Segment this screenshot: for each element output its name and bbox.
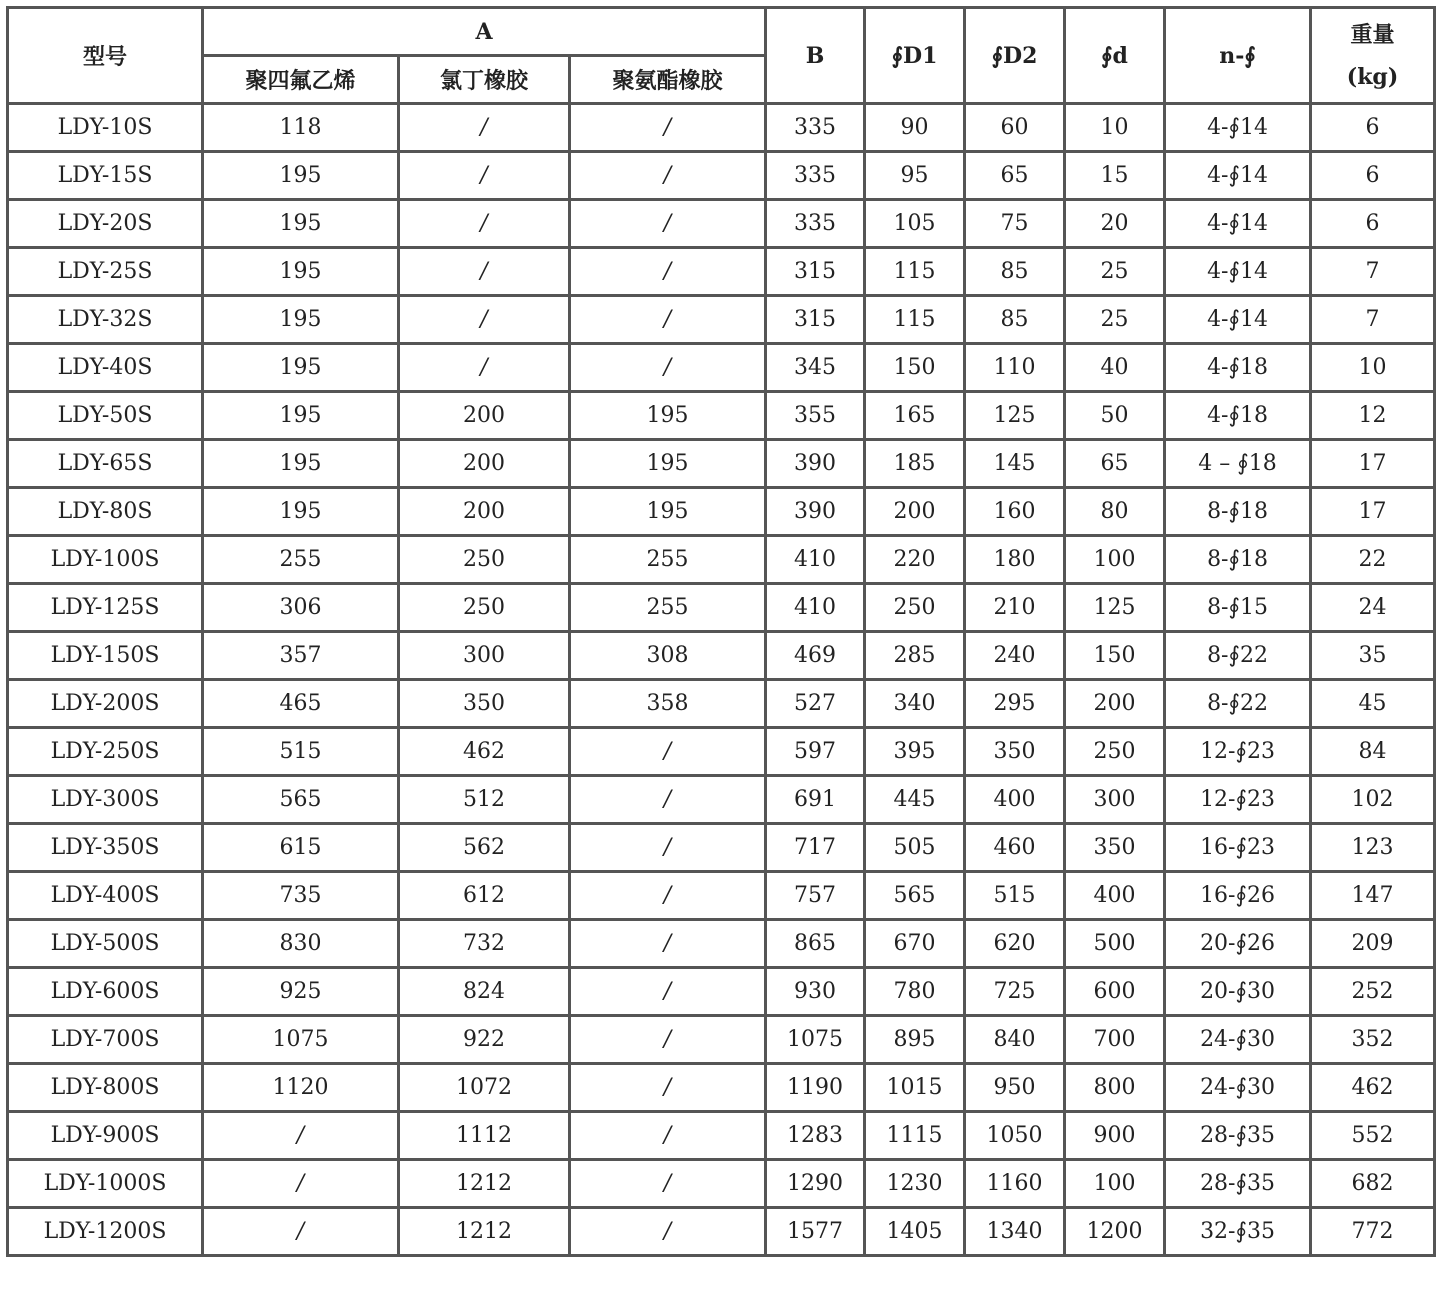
cell-a-ptfe: 255: [203, 536, 399, 584]
header-d2: ∮D2: [965, 8, 1065, 104]
cell-weight: 102: [1311, 776, 1435, 824]
table-row: [8, 920, 1435, 968]
cell-n-phi: 8-∮22: [1165, 632, 1311, 680]
cell-d: 700: [1065, 1016, 1165, 1064]
cell-a-ptfe: 565: [203, 776, 399, 824]
header-a-neoprene: 氯丁橡胶: [399, 56, 570, 104]
cell-d2: 110: [965, 344, 1065, 392]
cell-model: LDY-200S: [8, 680, 203, 728]
cell-d2: 210: [965, 584, 1065, 632]
cell-weight: 682: [1311, 1160, 1435, 1208]
cell-a-neoprene: 300: [399, 632, 570, 680]
cell-d2: 460: [965, 824, 1065, 872]
cell-n-phi: 12-∮23: [1165, 728, 1311, 776]
cell-a-polyurethane: /: [570, 968, 766, 1016]
cell-a-ptfe: 195: [203, 296, 399, 344]
header-weight: [1311, 8, 1435, 104]
cell-model: LDY-350S: [8, 824, 203, 872]
cell-model: LDY-500S: [8, 920, 203, 968]
cell-d: 50: [1065, 392, 1165, 440]
cell-a-polyurethane: /: [570, 1016, 766, 1064]
cell-model: LDY-80S: [8, 488, 203, 536]
header-n-phi: n-∮: [1165, 8, 1311, 104]
cell-d2: 180: [965, 536, 1065, 584]
cell-b: 1190: [766, 1064, 865, 1112]
cell-a-polyurethane: /: [570, 344, 766, 392]
cell-d: 20: [1065, 200, 1165, 248]
cell-model: LDY-15S: [8, 152, 203, 200]
cell-a-neoprene: /: [399, 296, 570, 344]
cell-d2: 515: [965, 872, 1065, 920]
cell-a-polyurethane: 255: [570, 536, 766, 584]
cell-a-ptfe: 118: [203, 104, 399, 152]
cell-a-neoprene: 250: [399, 536, 570, 584]
table-row: [8, 488, 1435, 536]
table-row: [8, 296, 1435, 344]
cell-weight: 84: [1311, 728, 1435, 776]
cell-a-ptfe: 1120: [203, 1064, 399, 1112]
cell-b: 410: [766, 584, 865, 632]
cell-d1: 115: [865, 296, 965, 344]
cell-weight: 7: [1311, 248, 1435, 296]
cell-a-ptfe: /: [203, 1160, 399, 1208]
table-body: [8, 104, 1435, 1256]
cell-d2: 350: [965, 728, 1065, 776]
table-row: [8, 104, 1435, 152]
cell-d2: 295: [965, 680, 1065, 728]
cell-model: LDY-1000S: [8, 1160, 203, 1208]
cell-weight: 6: [1311, 104, 1435, 152]
cell-d: 10: [1065, 104, 1165, 152]
cell-a-neoprene: 1212: [399, 1160, 570, 1208]
cell-d2: 1340: [965, 1208, 1065, 1256]
cell-a-polyurethane: 255: [570, 584, 766, 632]
cell-d: 800: [1065, 1064, 1165, 1112]
cell-n-phi: 24-∮30: [1165, 1016, 1311, 1064]
cell-b: 717: [766, 824, 865, 872]
cell-a-ptfe: 195: [203, 344, 399, 392]
cell-weight: 22: [1311, 536, 1435, 584]
cell-d: 500: [1065, 920, 1165, 968]
cell-n-phi: 8-∮18: [1165, 488, 1311, 536]
cell-d2: 75: [965, 200, 1065, 248]
cell-d2: 400: [965, 776, 1065, 824]
cell-n-phi: 16-∮26: [1165, 872, 1311, 920]
cell-d: 900: [1065, 1112, 1165, 1160]
cell-model: LDY-32S: [8, 296, 203, 344]
cell-a-ptfe: 306: [203, 584, 399, 632]
header-weight-unit: (kg): [1346, 63, 1399, 90]
cell-d2: 1160: [965, 1160, 1065, 1208]
header-d1: ∮D1: [865, 8, 965, 104]
cell-a-neoprene: /: [399, 248, 570, 296]
table-row: [8, 1064, 1435, 1112]
cell-a-neoprene: 1072: [399, 1064, 570, 1112]
cell-n-phi: 4-∮14: [1165, 200, 1311, 248]
cell-d1: 1405: [865, 1208, 965, 1256]
cell-a-ptfe: 925: [203, 968, 399, 1016]
header-d: ∮d: [1065, 8, 1165, 104]
table-row: [8, 344, 1435, 392]
cell-a-polyurethane: /: [570, 1160, 766, 1208]
cell-b: 315: [766, 248, 865, 296]
cell-d: 100: [1065, 536, 1165, 584]
cell-d2: 1050: [965, 1112, 1065, 1160]
cell-d1: 780: [865, 968, 965, 1016]
cell-model: LDY-65S: [8, 440, 203, 488]
cell-a-polyurethane: /: [570, 872, 766, 920]
cell-b: 335: [766, 152, 865, 200]
cell-model: LDY-50S: [8, 392, 203, 440]
cell-a-neoprene: 200: [399, 440, 570, 488]
cell-a-neoprene: 824: [399, 968, 570, 1016]
table-row: [8, 1160, 1435, 1208]
cell-n-phi: 8-∮18: [1165, 536, 1311, 584]
cell-d1: 395: [865, 728, 965, 776]
cell-model: LDY-125S: [8, 584, 203, 632]
cell-d2: 240: [965, 632, 1065, 680]
cell-b: 390: [766, 440, 865, 488]
cell-d1: 340: [865, 680, 965, 728]
cell-weight: 35: [1311, 632, 1435, 680]
cell-a-polyurethane: 358: [570, 680, 766, 728]
cell-a-neoprene: 200: [399, 392, 570, 440]
cell-model: LDY-10S: [8, 104, 203, 152]
cell-b: 930: [766, 968, 865, 1016]
cell-a-ptfe: 357: [203, 632, 399, 680]
cell-b: 865: [766, 920, 865, 968]
cell-d: 1200: [1065, 1208, 1165, 1256]
header-model: 型号: [8, 8, 203, 104]
cell-a-neoprene: 1112: [399, 1112, 570, 1160]
cell-d1: 285: [865, 632, 965, 680]
cell-d2: 65: [965, 152, 1065, 200]
cell-n-phi: 28-∮35: [1165, 1112, 1311, 1160]
cell-b: 597: [766, 728, 865, 776]
cell-a-ptfe: /: [203, 1112, 399, 1160]
cell-d2: 725: [965, 968, 1065, 1016]
cell-a-neoprene: 922: [399, 1016, 570, 1064]
header-a-ptfe: 聚四氟乙烯: [203, 56, 399, 104]
cell-d: 25: [1065, 248, 1165, 296]
header-weight-label: 重量: [1350, 21, 1395, 48]
cell-d: 300: [1065, 776, 1165, 824]
cell-weight: 24: [1311, 584, 1435, 632]
cell-weight: 17: [1311, 440, 1435, 488]
cell-model: LDY-1200S: [8, 1208, 203, 1256]
cell-n-phi: 4-∮14: [1165, 152, 1311, 200]
cell-a-ptfe: 195: [203, 248, 399, 296]
table-row: [8, 728, 1435, 776]
cell-model: LDY-250S: [8, 728, 203, 776]
table-row: [8, 248, 1435, 296]
table-row: [8, 200, 1435, 248]
cell-a-polyurethane: /: [570, 1112, 766, 1160]
cell-model: LDY-700S: [8, 1016, 203, 1064]
cell-model: LDY-40S: [8, 344, 203, 392]
cell-d: 40: [1065, 344, 1165, 392]
cell-n-phi: 4-∮14: [1165, 296, 1311, 344]
cell-d: 350: [1065, 824, 1165, 872]
header-a-polyurethane: 聚氨酯橡胶: [570, 56, 766, 104]
table-row: [8, 776, 1435, 824]
cell-d1: 250: [865, 584, 965, 632]
cell-a-neoprene: 462: [399, 728, 570, 776]
cell-model: LDY-600S: [8, 968, 203, 1016]
cell-d1: 105: [865, 200, 965, 248]
cell-d: 150: [1065, 632, 1165, 680]
cell-a-ptfe: 615: [203, 824, 399, 872]
cell-d2: 85: [965, 296, 1065, 344]
header-a-group: A: [203, 8, 766, 56]
cell-n-phi: 16-∮23: [1165, 824, 1311, 872]
cell-a-neoprene: 732: [399, 920, 570, 968]
cell-d2: 160: [965, 488, 1065, 536]
cell-a-neoprene: /: [399, 344, 570, 392]
cell-d: 125: [1065, 584, 1165, 632]
table-row: [8, 1016, 1435, 1064]
cell-a-polyurethane: /: [570, 1064, 766, 1112]
cell-n-phi: 4 – ∮18: [1165, 440, 1311, 488]
table-row: [8, 584, 1435, 632]
cell-weight: 45: [1311, 680, 1435, 728]
cell-n-phi: 24-∮30: [1165, 1064, 1311, 1112]
cell-a-polyurethane: /: [570, 200, 766, 248]
cell-model: LDY-25S: [8, 248, 203, 296]
cell-b: 1075: [766, 1016, 865, 1064]
cell-a-neoprene: 612: [399, 872, 570, 920]
cell-a-ptfe: 465: [203, 680, 399, 728]
cell-a-polyurethane: /: [570, 728, 766, 776]
table-row: [8, 872, 1435, 920]
cell-a-polyurethane: /: [570, 104, 766, 152]
table-row: [8, 392, 1435, 440]
cell-a-polyurethane: /: [570, 1208, 766, 1256]
cell-a-ptfe: 735: [203, 872, 399, 920]
cell-weight: 552: [1311, 1112, 1435, 1160]
spec-table: [6, 6, 1436, 1257]
cell-d2: 60: [965, 104, 1065, 152]
cell-b: 355: [766, 392, 865, 440]
cell-d1: 1115: [865, 1112, 965, 1160]
cell-n-phi: 4-∮14: [1165, 248, 1311, 296]
cell-d1: 165: [865, 392, 965, 440]
table-row: [8, 1112, 1435, 1160]
cell-b: 757: [766, 872, 865, 920]
cell-d: 600: [1065, 968, 1165, 1016]
cell-a-neoprene: 200: [399, 488, 570, 536]
cell-n-phi: 8-∮15: [1165, 584, 1311, 632]
cell-d1: 895: [865, 1016, 965, 1064]
table-row: [8, 152, 1435, 200]
cell-a-polyurethane: /: [570, 776, 766, 824]
cell-a-neoprene: 350: [399, 680, 570, 728]
cell-weight: 12: [1311, 392, 1435, 440]
cell-a-neoprene: /: [399, 104, 570, 152]
cell-b: 1577: [766, 1208, 865, 1256]
table-header: [8, 8, 1435, 104]
cell-model: LDY-100S: [8, 536, 203, 584]
cell-d2: 145: [965, 440, 1065, 488]
table-row: [8, 680, 1435, 728]
cell-n-phi: 8-∮22: [1165, 680, 1311, 728]
cell-d: 400: [1065, 872, 1165, 920]
cell-b: 1290: [766, 1160, 865, 1208]
cell-d1: 505: [865, 824, 965, 872]
cell-d1: 150: [865, 344, 965, 392]
cell-n-phi: 20-∮30: [1165, 968, 1311, 1016]
cell-b: 1283: [766, 1112, 865, 1160]
cell-a-polyurethane: /: [570, 920, 766, 968]
cell-a-neoprene: 250: [399, 584, 570, 632]
cell-b: 390: [766, 488, 865, 536]
cell-d2: 125: [965, 392, 1065, 440]
cell-a-ptfe: 195: [203, 152, 399, 200]
cell-d1: 445: [865, 776, 965, 824]
cell-weight: 772: [1311, 1208, 1435, 1256]
header-row-top: [8, 8, 1435, 56]
cell-weight: 6: [1311, 152, 1435, 200]
cell-d: 80: [1065, 488, 1165, 536]
cell-n-phi: 28-∮35: [1165, 1160, 1311, 1208]
cell-d2: 950: [965, 1064, 1065, 1112]
cell-d: 25: [1065, 296, 1165, 344]
cell-a-neoprene: 512: [399, 776, 570, 824]
table-row: [8, 440, 1435, 488]
table-row: [8, 1208, 1435, 1256]
cell-b: 335: [766, 104, 865, 152]
cell-model: LDY-300S: [8, 776, 203, 824]
table-row: [8, 968, 1435, 1016]
cell-weight: 209: [1311, 920, 1435, 968]
cell-d1: 1230: [865, 1160, 965, 1208]
cell-a-polyurethane: 195: [570, 440, 766, 488]
cell-d1: 200: [865, 488, 965, 536]
cell-a-polyurethane: 308: [570, 632, 766, 680]
cell-a-polyurethane: /: [570, 296, 766, 344]
cell-weight: 462: [1311, 1064, 1435, 1112]
cell-d1: 670: [865, 920, 965, 968]
cell-a-polyurethane: 195: [570, 488, 766, 536]
cell-a-ptfe: /: [203, 1208, 399, 1256]
cell-a-ptfe: 195: [203, 200, 399, 248]
cell-d1: 1015: [865, 1064, 965, 1112]
cell-a-neoprene: 1212: [399, 1208, 570, 1256]
cell-b: 335: [766, 200, 865, 248]
cell-n-phi: 12-∮23: [1165, 776, 1311, 824]
cell-b: 691: [766, 776, 865, 824]
cell-weight: 252: [1311, 968, 1435, 1016]
cell-weight: 10: [1311, 344, 1435, 392]
cell-weight: 123: [1311, 824, 1435, 872]
cell-d: 100: [1065, 1160, 1165, 1208]
cell-d1: 185: [865, 440, 965, 488]
cell-weight: 147: [1311, 872, 1435, 920]
cell-a-ptfe: 830: [203, 920, 399, 968]
cell-d1: 90: [865, 104, 965, 152]
cell-a-neoprene: /: [399, 152, 570, 200]
cell-d1: 95: [865, 152, 965, 200]
cell-a-polyurethane: /: [570, 248, 766, 296]
cell-weight: 17: [1311, 488, 1435, 536]
cell-n-phi: 4-∮18: [1165, 344, 1311, 392]
cell-model: LDY-800S: [8, 1064, 203, 1112]
cell-a-ptfe: 195: [203, 392, 399, 440]
cell-model: LDY-900S: [8, 1112, 203, 1160]
cell-d: 65: [1065, 440, 1165, 488]
cell-model: LDY-150S: [8, 632, 203, 680]
cell-b: 345: [766, 344, 865, 392]
cell-b: 315: [766, 296, 865, 344]
cell-d2: 85: [965, 248, 1065, 296]
cell-a-neoprene: 562: [399, 824, 570, 872]
cell-d: 15: [1065, 152, 1165, 200]
cell-d1: 565: [865, 872, 965, 920]
cell-model: LDY-400S: [8, 872, 203, 920]
cell-d1: 220: [865, 536, 965, 584]
cell-d: 250: [1065, 728, 1165, 776]
cell-weight: 352: [1311, 1016, 1435, 1064]
cell-b: 469: [766, 632, 865, 680]
cell-n-phi: 4-∮18: [1165, 392, 1311, 440]
cell-a-ptfe: 195: [203, 488, 399, 536]
table-row: [8, 824, 1435, 872]
cell-a-ptfe: 195: [203, 440, 399, 488]
header-b: B: [766, 8, 865, 104]
cell-a-polyurethane: 195: [570, 392, 766, 440]
table-row: [8, 632, 1435, 680]
cell-model: LDY-20S: [8, 200, 203, 248]
cell-b: 527: [766, 680, 865, 728]
cell-weight: 7: [1311, 296, 1435, 344]
cell-d1: 115: [865, 248, 965, 296]
cell-a-ptfe: 1075: [203, 1016, 399, 1064]
cell-n-phi: 20-∮26: [1165, 920, 1311, 968]
cell-a-polyurethane: /: [570, 824, 766, 872]
cell-a-polyurethane: /: [570, 152, 766, 200]
cell-d2: 840: [965, 1016, 1065, 1064]
cell-d2: 620: [965, 920, 1065, 968]
cell-a-ptfe: 515: [203, 728, 399, 776]
table-row: [8, 536, 1435, 584]
cell-n-phi: 4-∮14: [1165, 104, 1311, 152]
cell-d: 200: [1065, 680, 1165, 728]
cell-a-neoprene: /: [399, 200, 570, 248]
cell-b: 410: [766, 536, 865, 584]
cell-n-phi: 32-∮35: [1165, 1208, 1311, 1256]
cell-weight: 6: [1311, 200, 1435, 248]
